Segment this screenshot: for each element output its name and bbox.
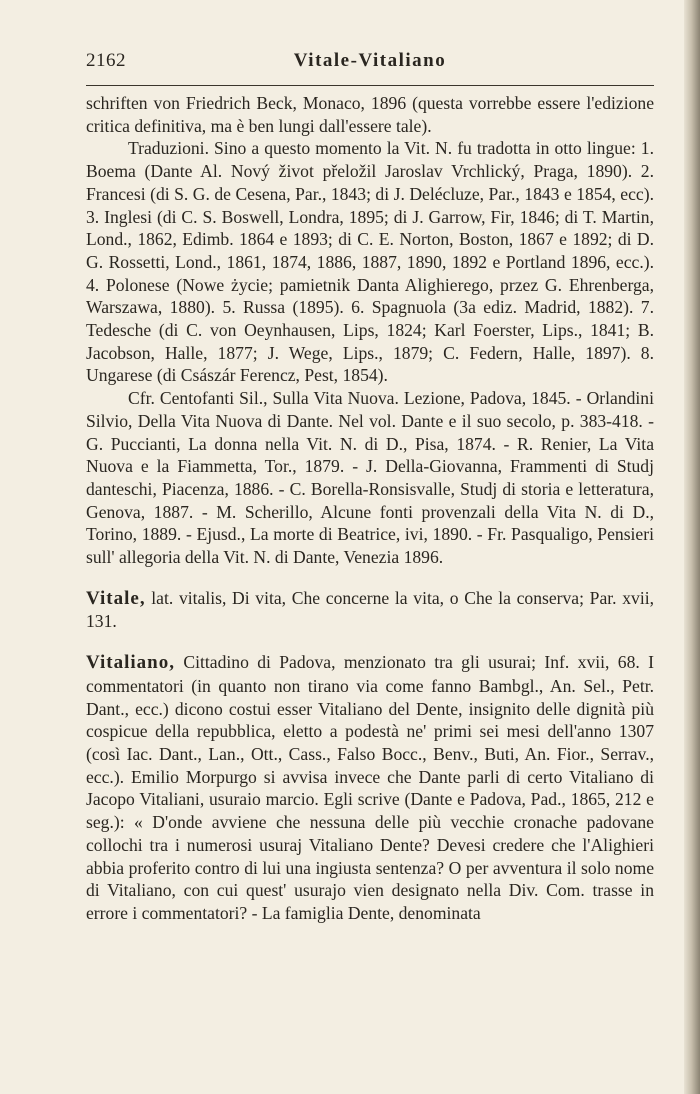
header-rule	[86, 85, 654, 86]
running-title: Vitale-Vitaliano	[293, 50, 447, 71]
entry-spacer	[86, 633, 654, 651]
page-number: 2162	[86, 50, 126, 71]
headword-vitale: Vitale,	[86, 587, 146, 609]
paragraph-bibliography: Cfr. Centofanti Sil., Sulla Vita Nuova. Lezione, Padova, 1845. - Orlandini Silvio, Della Vita Nuova di Dante. Nel vol. Dante e il suo secolo, p. 383-418. - G. Puccianti, La donna nella Vit. N. di D., Pisa, 1874. - R. Renier, La Vita Nuova e la Fiammetta, Tor., 1879. - J. Della-Giovanna, Frammenti di Studj danteschi, Piacenza, 1886. - C. Borella-Ronsisvalle, Studj di storia e letteratura, Genova, 1887. - M. Scherillo, Alcune fonti provenzali della Vita N. di D., Torino, 1889. - Ejusd., La morte di Beatrice, ivi, 1890. - Fr. Pasqualigo, Pensieri sull' allegoria della Vit. N. di Dante, Venezia 1896.	[86, 388, 654, 568]
entry-vitale	[86, 587, 654, 633]
page-header	[86, 50, 654, 78]
page-body	[86, 92, 654, 925]
paragraph-continuation: schriften von Friedrich Beck, Monaco, 1896 (questa vorrebbe essere l'edizione critica definitiva, ma è ben lungi dall'essere tale).	[86, 93, 654, 136]
page-edge-shadow	[684, 0, 700, 1094]
headword-vitaliano: Vitaliano,	[86, 652, 175, 674]
entry-vitaliano	[86, 651, 654, 924]
entry-vitaliano-body: Cittadino di Padova, menzionato tra gli usurai; Inf. xvii, 68. I commentatori (in quanto non tirano via come fanno Bambgl., An. Sel., Petr. Dant., ecc.) dicono costui esser Vitaliano del Dente, insignito delle dignità più cospicue della repubblica, eletto a podestà ne' primi sei mesi dell'anno 1307 (così Iac. Dant., Lan., Ott., Cass., Falso Bocc., Benv., Buti, An. Fior., Serrav., ecc.). Emilio Morpurgo si avvisa invece che Dante parli di certo Vitaliano di Jacopo Vitaliani, usuraio marcio. Egli scrive (Dante e Padova, Pad., 1865, 212 e seg.): « D'onde avviene che nessuna delle più vecchie cronache padovane collochi tra i numerosi usuraj Vitaliano Dente? Devesi credere che l'Alighieri abbia proferito contro di lui una ingiusta sentenza? O per avventura il solo nome di Vitaliano, con cui quest' usurajo vien designato nella Div. Com. trasse in errore i commentatori? - La famiglia Dente, denominata	[86, 652, 654, 923]
entry-vitale-body: lat. vitalis, Di vita, Che concerne la vita, o Che la conserva; Par. xvii, 131.	[86, 587, 655, 632]
paragraph-translations: Traduzioni. Sino a questo momento la Vit. N. fu tradotta in otto lingue: 1. Boema (Dante Al. Nový život přeložil Jaroslav Vrchlický, Praga, 1890). 2. Francesi (di S. G. de Cesena, Par., 1843; di J. Delécluze, Par., 1843 e 1854, ecc). 3. Inglesi (di C. S. Boswell, Londra, 1895; di J. Garrow, Fir, 1846; di T. Martin, Lond., 1862, Edimb. 1864 e 1893; di C. E. Norton, Boston, 1867 e 1892; di D. G. Rossetti, Lond., 1861, 1874, 1886, 1887, 1890, 1892 e Portland 1896, ecc.). 4. Polonese (Nowe życie; pamietnik Danta Alighierego, przez G. Ehrenberga, Warszawa, 1880). 5. Russa (1895). 6. Spagnuola (3a ediz. Madrid, 1882). 7. Tedesche (di C. von Oeynhausen, Lips, 1824; Karl Foerster, Lips., 1841; B. Jacobson, Halle, 1877; J. Wege, Lips., 1879; C. Federn, Halle, 1897). 8. Ungarese (di Császár Ferencz, Pest, 1854).	[86, 138, 654, 386]
entry-spacer	[86, 569, 654, 587]
